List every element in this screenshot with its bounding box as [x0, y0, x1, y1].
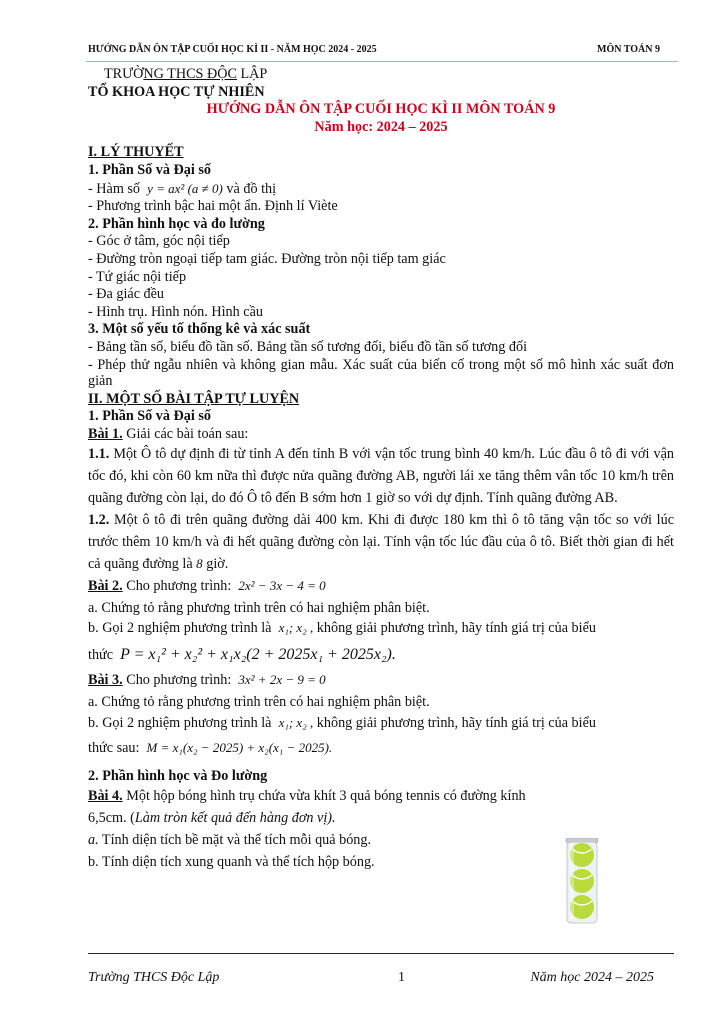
- list-item: - Phép thử ngẫu nhiên và không gian mẫu. Xác suất của biến cố trong một số mô hình xác suất đơn giản: [88, 356, 674, 389]
- department: TỔ KHOA HỌC TỰ NHIÊN: [88, 83, 265, 100]
- bai3-b: b. Gọi 2 nghiệm phương trình là x₁; x₂ , không giải phương trình, hãy tính giá trị của biểu: [88, 714, 596, 731]
- footer-left: Trường THCS Độc Lập: [88, 970, 220, 985]
- tennis-ball-tube-icon: [564, 838, 600, 924]
- theory-s3-title: 3. Một số yếu tố thống kê và xác suất: [88, 321, 311, 338]
- footer-right: Năm học 2024 – 2025: [530, 970, 654, 985]
- bai3-intro: Bài 3. Cho phương trình: 3x² + 2x − 9 = 0: [88, 672, 326, 689]
- footer-rule: [88, 953, 674, 954]
- theory-heading: I. LÝ THUYẾT: [88, 144, 184, 161]
- list-item: - Hình trụ. Hình nón. Hình cầu: [88, 303, 263, 320]
- bai4-a: a. Tính diện tích bề mặt và thể tích mỗi quả bóng.: [88, 832, 372, 849]
- theory-s1-item: - Phương trình bậc hai một ẩn. Định lí Viète: [88, 198, 338, 215]
- bai3-expr: thức sau: M = x₁(x₂ − 2025) + x₂(x₁ − 2025).: [88, 739, 333, 756]
- bai2-a: a. Chứng tỏ rằng phương trình trên có hai nghiệm phân biệt.: [88, 599, 430, 616]
- page-number: 1: [398, 970, 405, 985]
- bai1-intro: Bài 1. Giải các bài toán sau:: [88, 425, 249, 442]
- exercises-heading: II. MỘT SỐ BÀI TẬP TỰ LUYỆN: [88, 390, 300, 407]
- bai3-a: a. Chứng tỏ rằng phương trình trên có hai nghiệm phân biệt.: [88, 694, 430, 711]
- document-body: [88, 66, 674, 873]
- exercises-part2: 2. Phần hình học và Đo lường: [88, 767, 268, 784]
- bai4-b: b. Tính diện tích xung quanh và thể tích hộp bóng.: [88, 854, 375, 871]
- bai2-intro: Bài 2. Cho phương trình: 2x² − 3x − 4 = 0: [88, 578, 326, 595]
- header-rule: [86, 61, 678, 62]
- doc-title: HƯỚNG DẪN ÔN TẬP CUỐI HỌC KÌ II MÔN TOÁN 9: [206, 101, 556, 118]
- list-item: - Góc ở tâm, góc nội tiếp: [88, 233, 230, 250]
- bai1-p12: 1.2. Một ô tô đi trên quãng đường dài 400 km. Khi đi được 180 km thì ô tô tăng vận tốc so với lúc trước thêm 10 km/h và đi hết quãng đường còn lại. Tính vận tốc lúc đầu của ô tô. Biết thời gian đi hết cả quãng đường là 8 giờ.: [88, 512, 674, 573]
- theory-s1-title: 1. Phần Số và Đại số: [88, 161, 211, 178]
- list-item: - Đa giác đều: [88, 286, 165, 303]
- page-footer: [88, 970, 674, 986]
- list-item: - Tứ giác nội tiếp: [88, 268, 187, 285]
- bai4-text: Bài 4. Một hộp bóng hình trụ chứa vừa khít 3 quả bóng tennis có đường kính 6,5cm. (Làm tròn kết quả đến hàng đơn vị).: [88, 788, 526, 827]
- exercises-part1: 1. Phần Số và Đại số: [88, 408, 211, 425]
- bai2-expr: thức P = x₁² + x₂² + x₁x₂(2 + 2025x₁ + 2025x₂).: [88, 646, 396, 664]
- bai1-p11: 1.1. Một Ô tô dự định đi từ tỉnh A đến tỉnh B với vận tốc trung bình 40 km/h. Lúc đầu ô tô đi với vận tốc đó, khi còn 60 km nữa thì được nửa quãng đường AB, người lái xe tăng thêm vân tốc 10 km/h trên quãng đường còn lại, do đó Ô tô đến B sớm hơn 1 giờ so với dự định. Tính quãng đường AB.: [88, 446, 674, 507]
- theory-s1-item: - Hàm số y = ax² (a ≠ 0) và đồ thị: [88, 180, 277, 197]
- bai2-b: b. Gọi 2 nghiệm phương trình là x₁; x₂ , không giải phương trình, hãy tính giá trị của biểu: [88, 620, 596, 637]
- school-year: Năm học: 2024 – 2025: [314, 118, 448, 135]
- school-name: TRƯỜNG THCS ĐỘC LẬP: [104, 66, 268, 82]
- theory-s2-title: 2. Phần hình học và đo lường: [88, 215, 265, 232]
- list-item: - Đường tròn ngoại tiếp tam giác. Đường tròn nội tiếp tam giác: [88, 250, 446, 267]
- header-right: MÔN TOÁN 9: [597, 44, 660, 55]
- header-left: HƯỚNG DẪN ÔN TẬP CUỐI HỌC KÌ II - NĂM HỌC 2024 - 2025: [88, 44, 377, 55]
- list-item: - Bảng tần số, biểu đồ tần số. Bảng tần số tương đối, biểu đồ tần số tương đối: [88, 338, 528, 355]
- page-header: [88, 44, 672, 55]
